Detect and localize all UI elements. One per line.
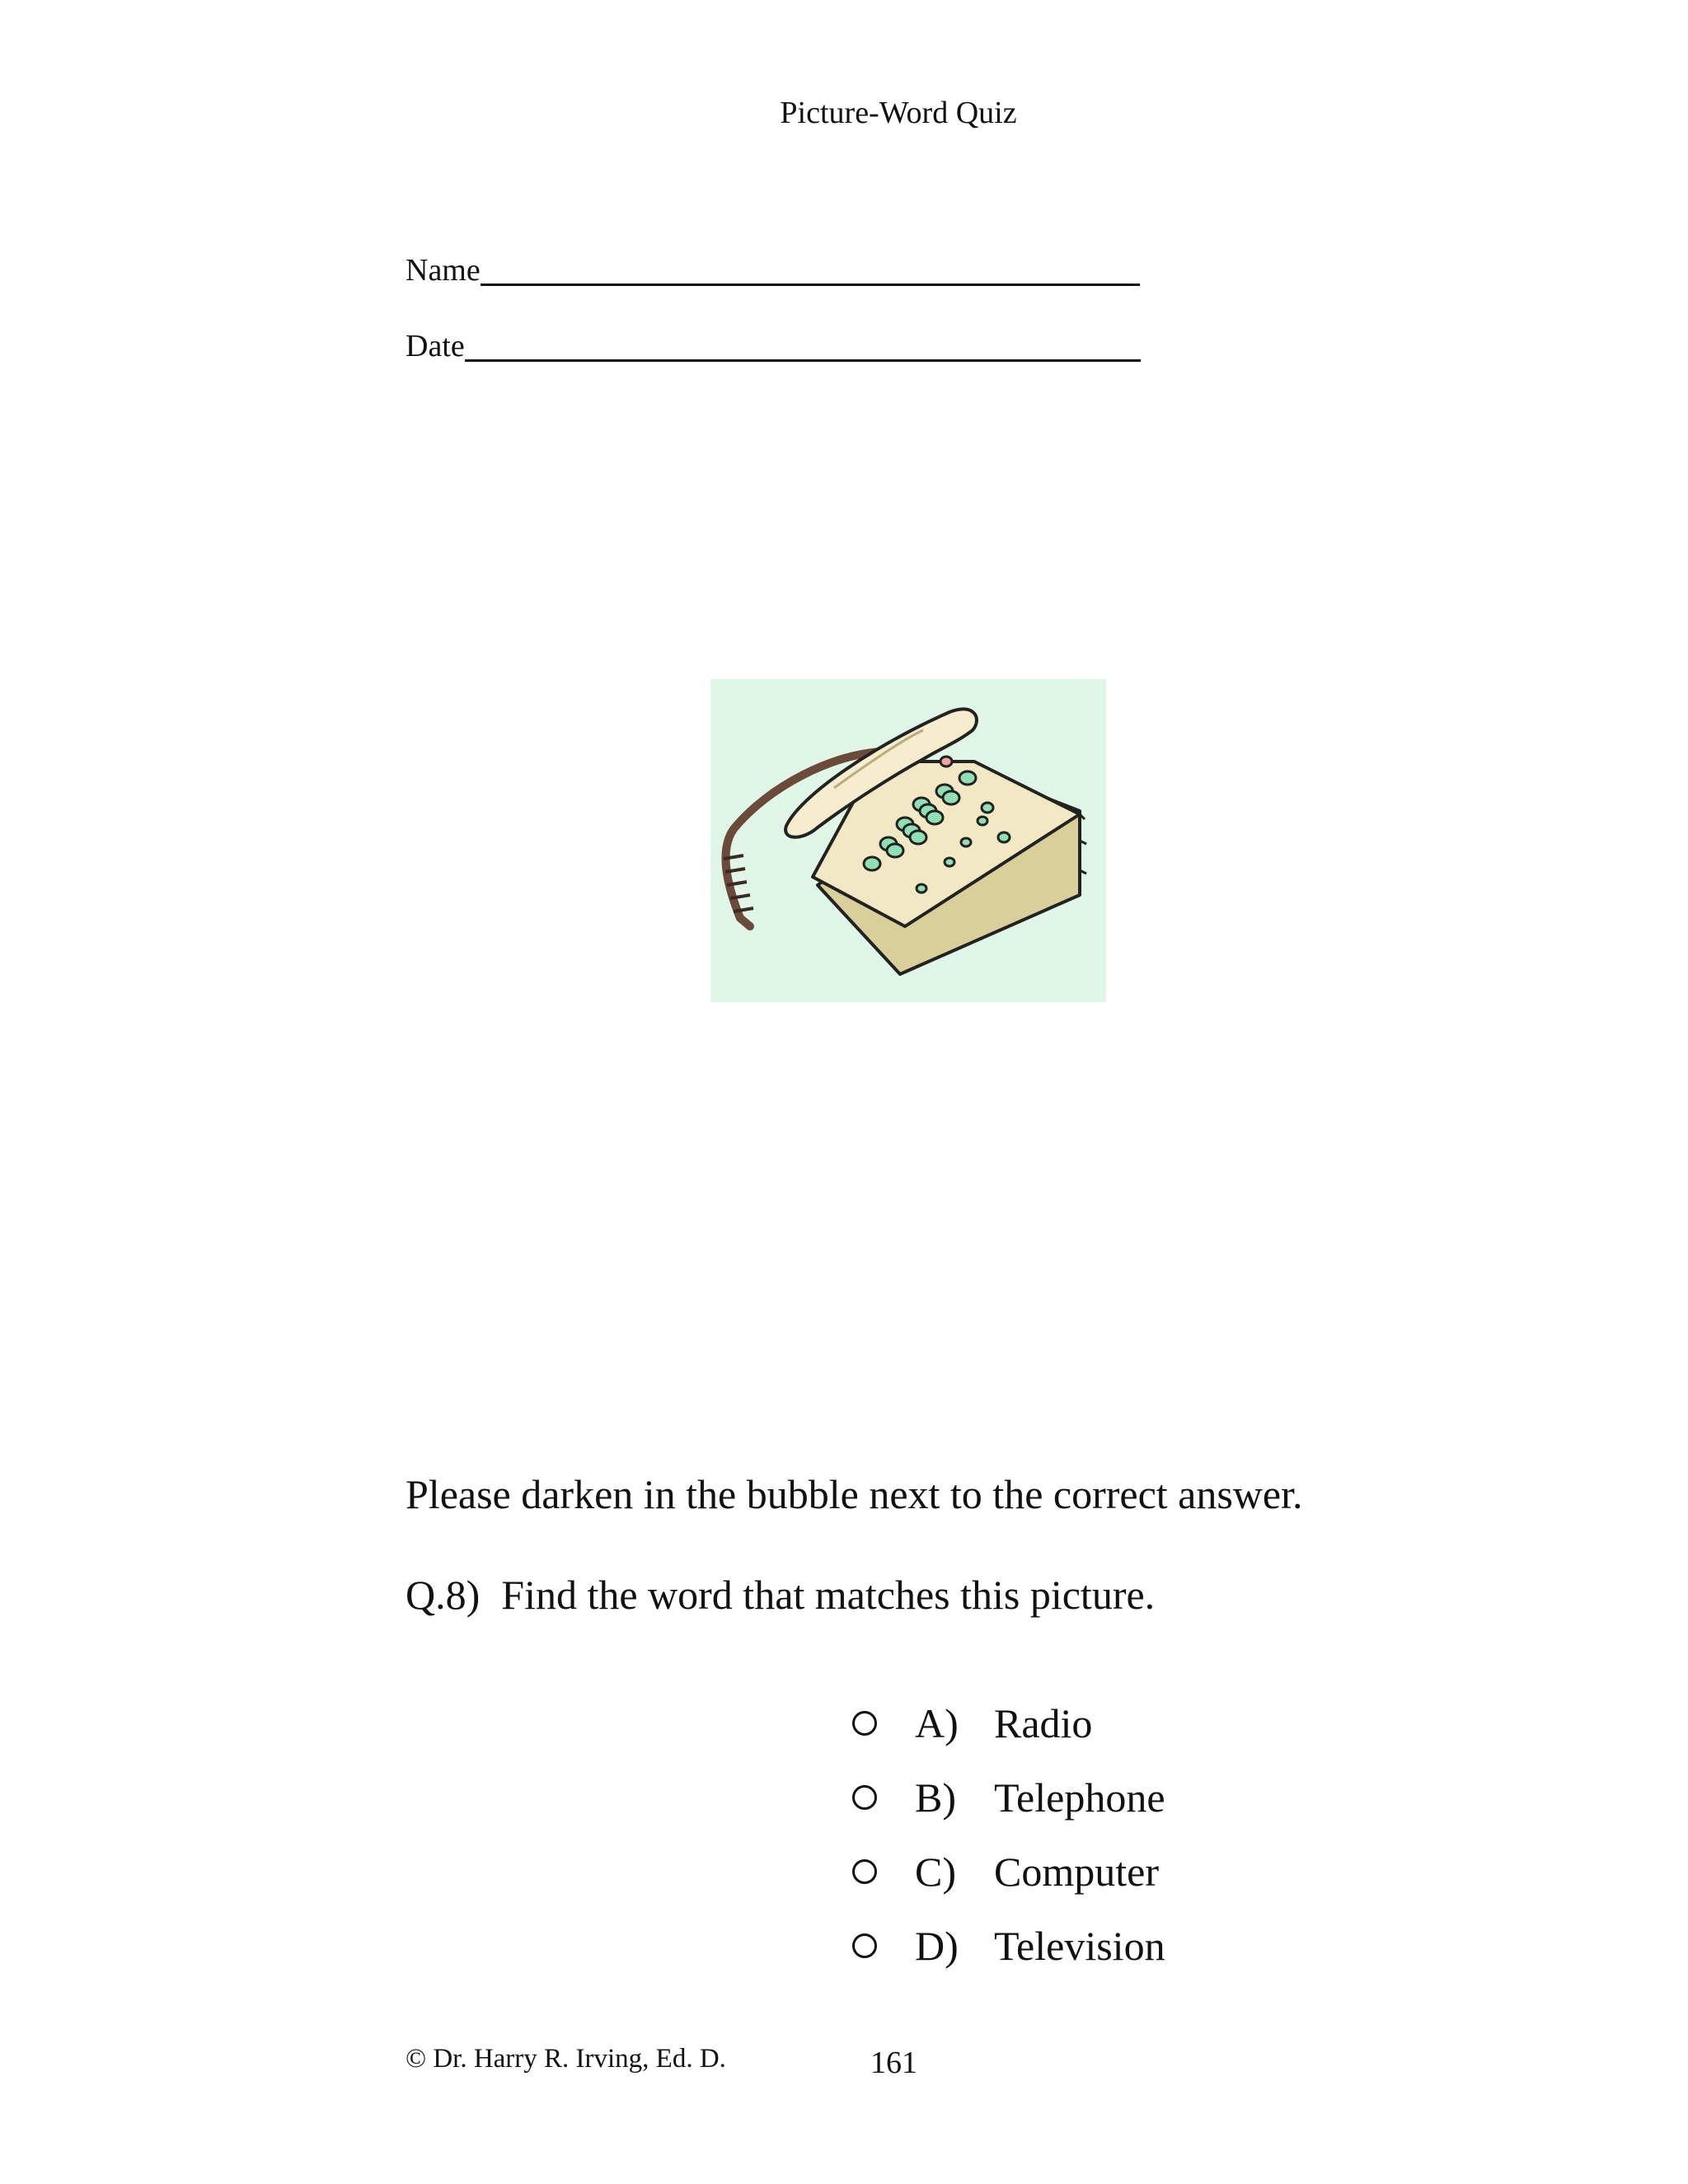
option-text: Computer (994, 1849, 1159, 1895)
copyright-text: © Dr. Harry R. Irving, Ed. D. (406, 2044, 726, 2074)
option-letter: C) (915, 1849, 956, 1895)
date-label: Date (406, 329, 465, 363)
name-field[interactable] (406, 252, 1140, 286)
answer-bubble-a[interactable] (852, 1711, 877, 1736)
date-field[interactable] (406, 328, 1141, 362)
option-letter: D) (915, 1923, 959, 1969)
option-text: Television (994, 1923, 1165, 1969)
instructions-text: Please darken in the bubble next to the correct answer. (406, 1471, 1303, 1517)
page-number: 161 (870, 2046, 917, 2080)
answer-bubble-c[interactable] (852, 1859, 877, 1884)
date-blank-line[interactable] (465, 328, 1141, 362)
name-label: Name (406, 253, 481, 288)
answer-bubble-b[interactable] (852, 1785, 877, 1810)
answer-option-a[interactable] (852, 1686, 1165, 1760)
name-blank-line[interactable] (481, 252, 1140, 286)
answer-option-d[interactable] (852, 1909, 1165, 1983)
answer-option-c[interactable] (852, 1835, 1165, 1909)
option-text: Telephone (994, 1774, 1165, 1821)
question-text: Find the word that matches this picture. (501, 1572, 1156, 1618)
option-letter: B) (915, 1774, 956, 1821)
option-letter: A) (915, 1700, 959, 1746)
answer-options (852, 1686, 1165, 1983)
page-title: Picture-Word Quiz (780, 96, 1017, 130)
option-text: Radio (994, 1700, 1093, 1746)
question (406, 1572, 1156, 1618)
telephone-icon (710, 679, 1106, 1002)
question-number: Q.8) (406, 1572, 481, 1618)
telephone-picture (710, 679, 1106, 1002)
answer-bubble-d[interactable] (852, 1933, 877, 1958)
answer-option-b[interactable] (852, 1760, 1165, 1835)
